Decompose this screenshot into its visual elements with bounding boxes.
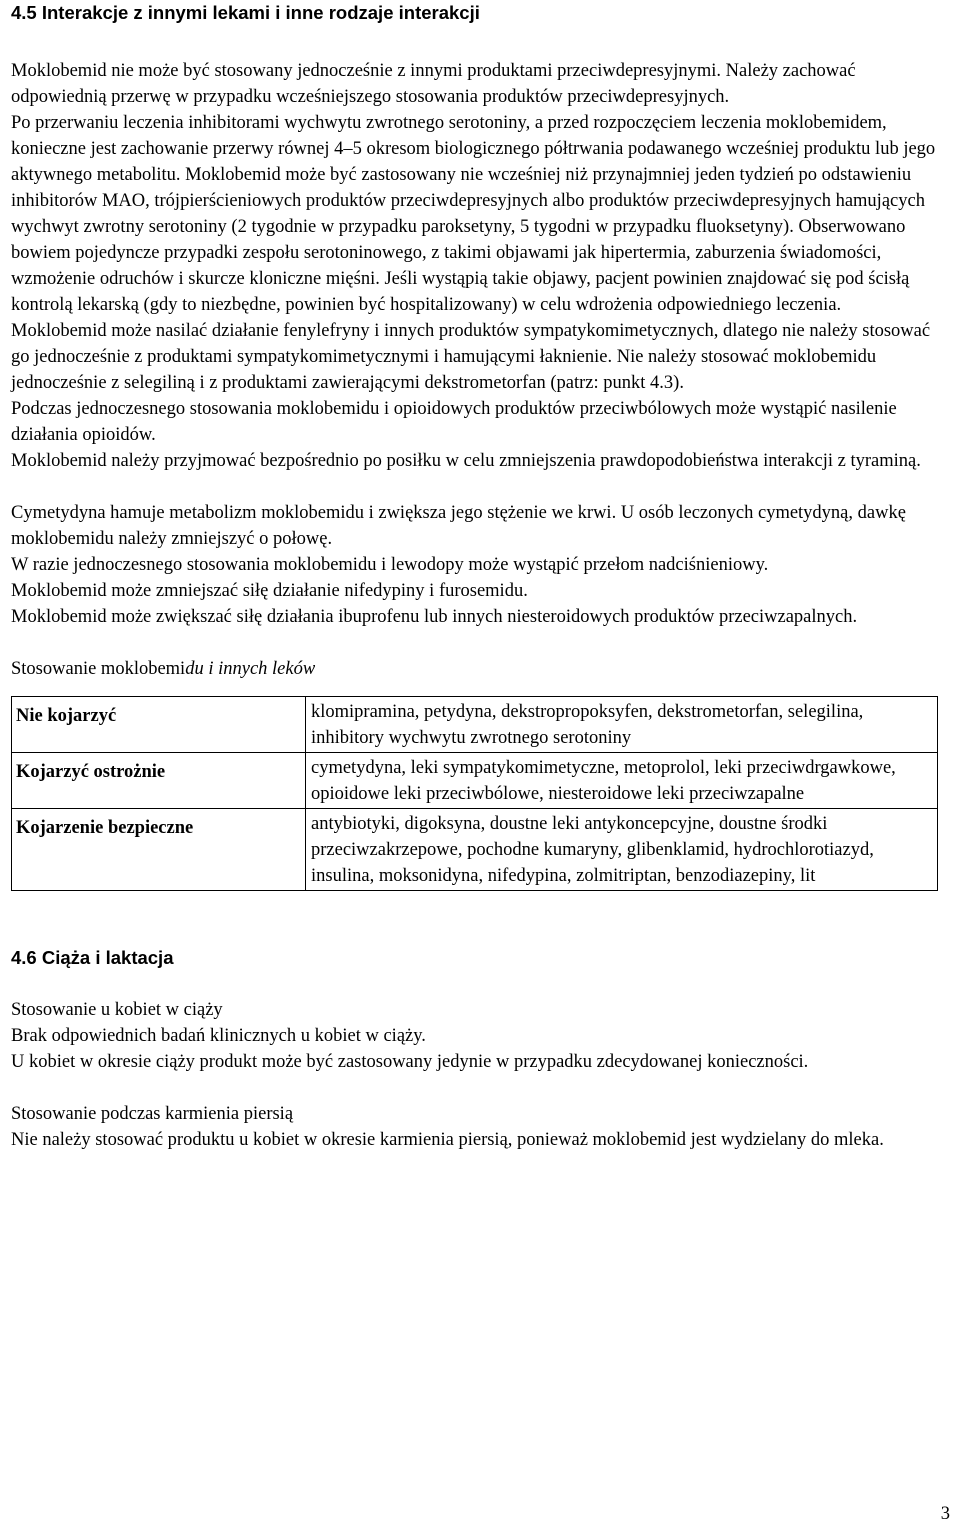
- paragraph-pregnancy-studies: Brak odpowiednich badań klinicznych u kobiet w ciąży.: [11, 1026, 426, 1046]
- paragraph-opioids: Podczas jednoczesnego stosowania moklobemidu i opioidowych produktów przeciwbólowych może wystąpić nasilenie działania opioidów.: [11, 399, 897, 445]
- table-row: [12, 809, 938, 891]
- section-4-5-title: 4.5 Interakcje z innymi lekami i inne rodzaje interakcji: [11, 2, 480, 23]
- table-row-value: antybiotyki, digoksyna, doustne leki antykoncepcyjne, doustne środki przeciwzakrzepowe, pochodne kumaryny, glibenklamid, hydrochlorotiazyd, insulina, moksonidyna, nifedypina, zolmitriptan, benzodiazepiny, lit: [306, 809, 938, 891]
- spacer: [11, 630, 943, 656]
- table-caption-italic: du i innych leków: [185, 659, 316, 679]
- document-page: [11, 0, 943, 1153]
- paragraph-pregnancy-use: U kobiet w okresie ciąży produkt może być zastosowany jedynie w przypadku zdecydowanej konieczności.: [11, 1052, 809, 1072]
- table-row-value: cymetydyna, leki sympatykomimetyczne, metoprolol, leki przeciwdrgawkowe, opioidowe leki przeciwbólowe, niesteroidowe leki przeciwzapalne: [306, 753, 938, 809]
- paragraph-breastfeeding: Nie należy stosować produktu u kobiet w okresie karmienia piersią, ponieważ moklobemid jest wydzielany do mleka.: [11, 1130, 884, 1150]
- spacer: [11, 891, 943, 945]
- paragraph-tyramine: Moklobemid należy przyjmować bezpośrednio po posiłku w celu zmniejszenia prawdopodobieństwa interakcji z tyraminą.: [11, 451, 921, 471]
- paragraph-ibuprofen: Moklobemid może zwiększać siłę działania ibuprofenu lub innych niesteroidowych produktów przeciwzapalnych.: [11, 607, 858, 627]
- table-row: [12, 753, 938, 809]
- table-row-label: Nie kojarzyć: [12, 697, 306, 753]
- table-caption-regular: Stosowanie moklobemi: [11, 659, 186, 679]
- drug-combination-table: [11, 696, 938, 891]
- subheading-breastfeeding: Stosowanie podczas karmienia piersią: [11, 1104, 294, 1124]
- paragraph-nifedipine: Moklobemid może zmniejszać siłę działanie nifedypiny i furosemidu.: [11, 581, 528, 601]
- table-row-label: Kojarzyć ostrożnie: [12, 753, 306, 809]
- page-number: 3: [940, 1504, 950, 1524]
- subheading-pregnancy: Stosowanie u kobiet w ciąży: [11, 1000, 223, 1020]
- paragraph-levodopa: W razie jednoczesnego stosowania moklobemidu i lewodopy może wystąpić przełom nadciśnieniowy.: [11, 555, 769, 575]
- spacer: [11, 1075, 943, 1101]
- paragraph-sympathomimetics: Moklobemid może nasilać działanie fenylefryny i innych produktów sympatykomimetycznych, dlatego nie należy stosować go jednocześnie z produktami sympatykomimetycznymi i hamującymi łaknienie. Nie należy stosować moklobemidu jednocześnie z selegiliną i z produktami zawierającymi dekstrometorfan (patrz: punkt 4.3).: [11, 321, 931, 393]
- spacer: [11, 26, 943, 58]
- spacer: [11, 971, 943, 997]
- paragraph-antidepressants: Moklobemid nie może być stosowany jednocześnie z innymi produktami przeciwdepresyjnymi. Należy zachować odpowiednią przerwę w przypadku wcześniejszego stosowania produktów przeciwdepresyjnych.: [11, 61, 856, 107]
- paragraph-cimetidine: Cymetydyna hamuje metabolizm moklobemidu i zwiększa jego stężenie we krwi. U osób leczonych cymetydyną, dawkę moklobemidu należy zmniejszyć o połowę.: [11, 503, 906, 549]
- table-caption: [11, 656, 943, 682]
- table-row: [12, 697, 938, 753]
- table-row-label: Kojarzenie bezpieczne: [12, 809, 306, 891]
- section-4-6-title: 4.6 Ciąża i laktacja: [11, 947, 174, 968]
- paragraph-serotonin-interval: Po przerwaniu leczenia inhibitorami wychwytu zwrotnego serotoniny, a przed rozpoczęciem leczenia moklobemidem, konieczne jest zachowanie przerwy równej 4–5 okresom biologicznego półtrwania podawanego wcześniej produktu lub jego aktywnego metabolitu. Moklobemid może być zastosowany nie wcześniej niż przynajmniej jeden tydzień po odstawieniu inhibitorów MAO, trójpierścieniowych produktów przeciwdepresyjnych albo produktów przeciwdepresyjnych hamujących wychwyt zwrotny serotoniny (2 tygodnie w przypadku paroksetyny, 5 tygodni w przypadku fluoksetyny). Obserwowano bowiem pojedyncze przypadki zespołu serotoninowego, z takimi objawami jak hipertermia, zaburzenia świadomości, wzmożenie odruchów i skurcze kloniczne mięśni. Jeśli wystąpią takie objawy, pacjent powinien znajdować się pod ścisłą kontrolą lekarską (gdy to niezbędne, powinien być hospitalizowany) w celu wdrożenia odpowiedniego leczenia.: [11, 113, 936, 315]
- spacer: [11, 474, 943, 500]
- table-row-value: klomipramina, petydyna, dekstropropoksyfen, dekstrometorfan, selegilina, inhibitory wychwytu zwrotnego serotoniny: [306, 697, 938, 753]
